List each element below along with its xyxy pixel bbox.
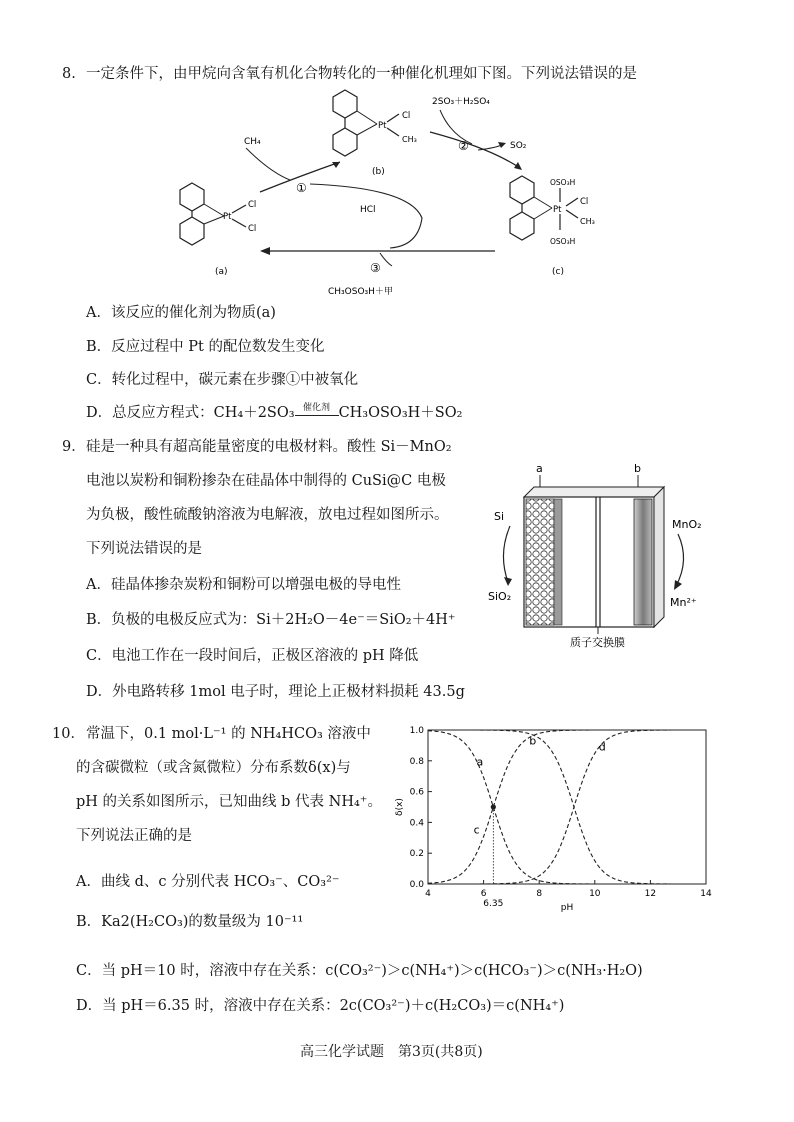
q10-distribution-chart [390, 718, 720, 918]
q10-number: 10． [52, 726, 85, 742]
x-tick-label: 12 [644, 889, 657, 899]
q8-option-b[interactable]: B．反应过程中 Pt 的配位数发生变化 [86, 339, 325, 355]
product-label: CH₃OSO₃H＋甲 [328, 287, 393, 297]
q8-number: 8. [62, 66, 76, 82]
label-a: (a) [215, 267, 228, 277]
mno2-label: MnO₂ [672, 518, 702, 531]
electrode-a-label: a [536, 462, 543, 475]
y-tick-label: 1.0 [409, 726, 424, 736]
x-tick-label: 8 [536, 889, 543, 899]
y-tick-label: 0.8 [409, 756, 424, 767]
y-axis-label: δ(x) [395, 798, 405, 816]
q10-stem-line2: 的含碳微粒（或含氮微粒）分布系数δ(x)与 [76, 760, 351, 776]
q10-option-b[interactable]: B．Ka2(H₂CO₃)的数量级为 10⁻¹¹ [76, 914, 304, 930]
q9-stem-line2: 电池以炭粉和铜粉掺杂在硅晶体中制得的 CuSi@C 电极 [86, 473, 446, 489]
series-c-line [428, 730, 706, 883]
q8-option-d[interactable]: D．总反应方程式：CH₄＋2SO₃ 催化剂 CH₃OSO₃H＋SO₂ [86, 403, 463, 421]
series-d-label: d [598, 740, 606, 754]
q8-option-a[interactable]: A．该反应的催化剂为物质(a) [86, 305, 276, 321]
label-b: (b) [372, 167, 385, 177]
q10-option-a[interactable]: A．曲线 d、c 分别代表 HCO₃⁻、CO₃²⁻ [76, 874, 340, 890]
molecule-b [333, 90, 399, 156]
so2-label: SO₂ [510, 141, 527, 151]
x-tick-label: 10 [589, 889, 601, 899]
q8-stem: 一定条件下，由甲烷向含氧有机化合物转化的一种催化机理如下图。下列说法错误的是 [86, 66, 637, 82]
electrode-b-label: b [634, 462, 641, 475]
q9-battery-figure [484, 462, 704, 652]
label-c: (c) [552, 267, 564, 277]
ch4-label: CH₄ [244, 137, 261, 147]
series-b-label: b [529, 734, 537, 748]
y-tick-label: 0.2 [409, 849, 424, 860]
q9-stem-line3: 为负极，酸性硫酸钠溶液为电解液，放电过程如图所示。 [86, 507, 449, 523]
molecule-a [180, 183, 246, 245]
pt-b: Pt [378, 121, 387, 131]
hcl-label: HCl [360, 205, 376, 215]
step2-label: ② [458, 139, 469, 153]
x-tick-label: 6 [480, 889, 487, 899]
si-label: Si [494, 510, 505, 523]
pt-c: Pt [553, 205, 562, 215]
so3-label: 2SO₃＋H₂SO₄ [432, 97, 490, 107]
q9-number: 9． [62, 439, 86, 455]
plot-frame [428, 730, 706, 884]
pt-a: Pt [223, 212, 232, 222]
ch3-c: CH₃ [580, 217, 595, 226]
cl-a2: Cl [248, 224, 257, 234]
series-d-line [428, 730, 706, 884]
q9-option-c[interactable]: C．电池工作在一段时间后，正极区溶液的 pH 降低 [86, 648, 419, 664]
y-tick-label: 0.0 [409, 880, 424, 890]
page-footer: 高三化学试题 第3页(共8页) [300, 1044, 483, 1060]
q9-option-b[interactable]: B．负极的电极反应式为：Si＋2H₂O－4e⁻＝SiO₂＋4H⁺ [86, 612, 456, 628]
oso3h-c1: OSO₃H [550, 178, 576, 187]
y-tick-label: 0.6 [409, 787, 424, 798]
catalyst-arrow [295, 403, 339, 423]
mn2-label: Mn²⁺ [670, 596, 697, 609]
step3-label: ③ [370, 261, 381, 275]
q10-option-d[interactable]: D．当 pH＝6.35 时，溶液中存在关系：2c(CO₃²⁻)＋c(H₂CO₃)＝c(NH₄⁺) [76, 998, 565, 1014]
step1-label: ① [296, 181, 307, 195]
ch3-b: CH₃ [402, 135, 417, 144]
oso3h-c2: OSO₃H [550, 237, 576, 246]
marked-point [491, 804, 496, 809]
catalyst-label: 催化剂 [303, 403, 331, 413]
cl-a1: Cl [248, 200, 257, 210]
cl-c: Cl [580, 197, 589, 207]
q10-stem-line3: pH 的关系如图所示，已知曲线 b 代表 NH₄⁺。 [76, 794, 382, 810]
q10-stem-line1: 常温下，0.1 mol·L⁻¹ 的 NH₄HCO₃ 溶液中 [86, 726, 371, 742]
x-tick-label: 14 [700, 889, 712, 899]
annotation-label: 6.35 [483, 899, 504, 909]
x-tick-label: 4 [425, 889, 431, 899]
series-c-label: c [473, 823, 480, 837]
q9-stem-line4: 下列说法错误的是 [86, 541, 202, 557]
x-axis-label: pH [560, 903, 574, 913]
q9-option-d[interactable]: D．外电路转移 1mol 电子时，理论上正极材料损耗 43.5g [86, 684, 465, 700]
membrane-label: 质子交换膜 [570, 636, 625, 649]
q9-stem-line1: 硅是一种具有超高能量密度的电极材料。酸性 Si－MnO₂ [86, 439, 452, 455]
series-b-line [428, 730, 706, 884]
sio2-label: SiO₂ [488, 590, 512, 603]
q8-mechanism-figure [160, 88, 610, 298]
cl-b: Cl [402, 111, 411, 121]
series-a-line [428, 731, 706, 884]
q10-stem-line4: 下列说法正确的是 [76, 828, 192, 844]
q8-option-c[interactable]: C．转化过程中，碳元素在步骤①中被氧化 [86, 372, 359, 388]
q9-option-a[interactable]: A．硅晶体掺杂炭粉和铜粉可以增强电极的导电性 [86, 577, 401, 593]
y-tick-label: 0.4 [409, 818, 424, 829]
series-a-label: a [476, 755, 484, 769]
q10-option-c[interactable]: C．当 pH＝10 时，溶液中存在关系：c(CO₃²⁻)＞c(NH₄⁺)＞c(HCO₃⁻)＞c(NH₃·H₂O) [76, 963, 643, 979]
